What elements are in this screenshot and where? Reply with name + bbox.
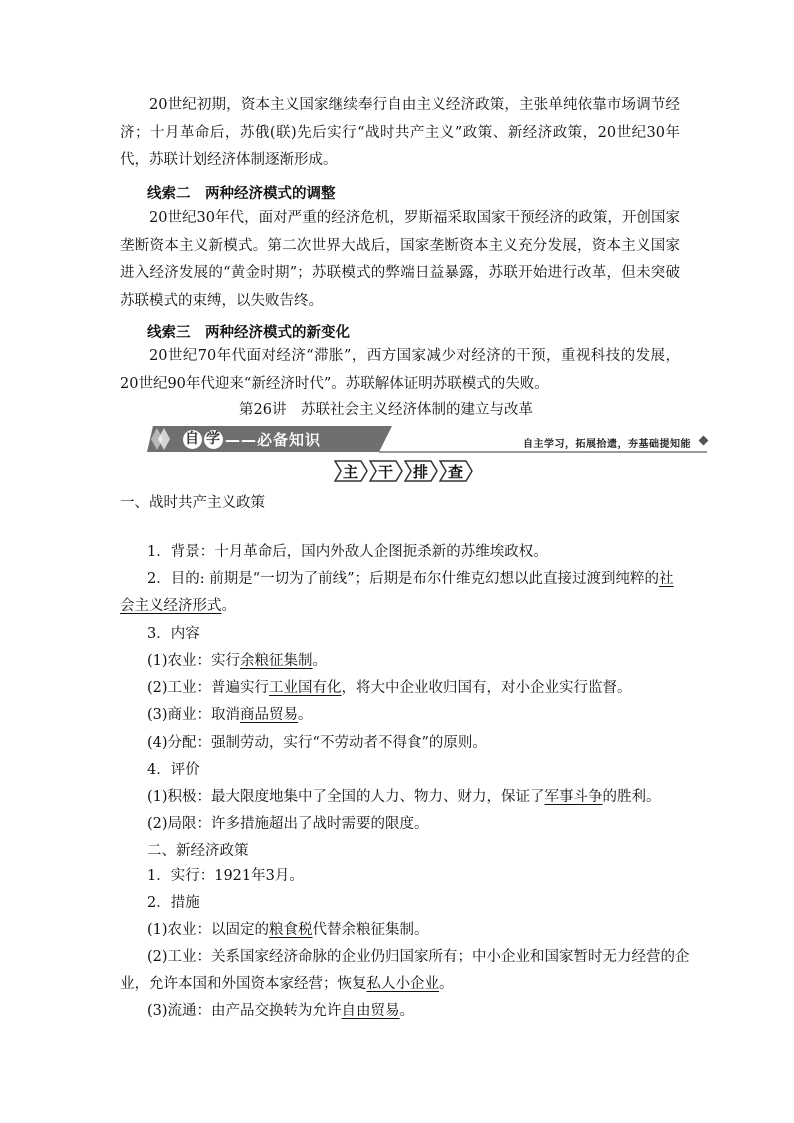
section-tag-arrows (334, 460, 474, 482)
background-line: 1．背景：十月革命后，国内外敌人企图扼杀新的苏维埃政权。 (147, 544, 548, 560)
summary-paragraph-2: 20世纪30年代，面对严重的经济危机，罗斯福采取国家干预经济的政策，开创国家垄断资本主义新模式。第二次世界大战后，国家垄断资本主义充分发展，资本主义国家进入经济发展的“黄金时期”；苏联模式的弊端日益暴露，苏联开始进行改革，但未突破苏联模式的束缚，以失败告终。 (120, 210, 680, 309)
measures-heading: 2．措施 (147, 895, 200, 911)
banner-subtitle: 自主学习，拓展拾遗，夯基础提知能 (523, 439, 691, 450)
banner-char-1: 自 (185, 430, 200, 447)
banner-char-2: 学 (206, 430, 221, 447)
implementation-line: 1．实行：1921年3月。 (147, 868, 304, 884)
commerce-line: (3)商业：取消商品贸易。 (147, 707, 313, 723)
summary-paragraph-1: 20世纪初期，资本主义国家继续奉行自由主义经济政策，主张单纯依靠市场调节经济；十月革命后，苏俄(联)先后实行“战时共产主义”政策、新经济政策，20世纪30年代，苏联计划经济体制逐渐形成。 (120, 97, 680, 168)
lecture-title: 第26讲 苏联社会主义经济体制的建立与改革 (239, 402, 533, 418)
banner-title (183, 429, 321, 449)
evaluation-heading: 4．评价 (147, 762, 200, 778)
tag-char-2: 干 (378, 463, 394, 481)
nep-agriculture-line: (1)农业：以固定的粮食税代替余粮征集制。 (147, 922, 429, 938)
purpose-line-2: 会主义经济形式。 (120, 598, 236, 614)
section-banner (147, 424, 709, 454)
tag-arrow (369, 460, 403, 482)
distribution-line: (4)分配：强制劳动，实行“不劳动者不得食”的原则。 (147, 735, 487, 751)
nep-industry-line-2: 业，允许本国和外国资本家经营；恢复私人小企业。 (120, 976, 454, 992)
banner-text: ——必备知识 (225, 430, 322, 449)
tag-arrow (404, 460, 438, 482)
summary-paragraph-3: 20世纪70年代面对经济“滞胀”，西方国家减少对经济的干预，重视科技的发展，20世纪90年代迎来“新经济时代”。苏联解体证明苏联模式的失败。 (120, 348, 680, 392)
tag-char-4: 查 (448, 463, 464, 481)
limitation-line: (2)局限：许多措施超出了战时需要的限度。 (147, 816, 429, 832)
agriculture-line: (1)农业：实行余粮征集制。 (147, 653, 328, 669)
section-1-title: 一、战时共产主义政策 (120, 495, 265, 511)
content-heading: 3．内容 (147, 626, 200, 642)
positive-line: (1)积极：最大限度地集中了全国的人力、物力、财力，保证了军事斗争的胜利。 (147, 789, 661, 805)
nep-industry-line-1: (2)工业：关系国家经济命脉的企业仍归国家所有；中小企业和国家暂时无力经营的企 (147, 949, 690, 965)
section-2-title: 二、新经济政策 (147, 843, 249, 859)
circulation-line: (3)流通：由产品交换转为允许自由贸易。 (147, 1003, 415, 1019)
purpose-line-1: 2．目的: 前期是“一切为了前线”；后期是布尔什维克幻想以此直接过渡到纯粹的社 (147, 571, 674, 587)
industry-line: (2)工业：普遍实行工业国有化，将大中企业收归国有，对小企业实行监督。 (147, 680, 632, 696)
tag-char-3: 排 (413, 463, 429, 481)
tag-arrow (334, 460, 368, 482)
tag-char-1: 主 (343, 463, 359, 481)
clue-2-heading: 线索二 两种经济模式的调整 (147, 185, 336, 202)
tag-arrow (439, 460, 473, 482)
clue-3-heading: 线索三 两种经济模式的新变化 (147, 324, 350, 341)
